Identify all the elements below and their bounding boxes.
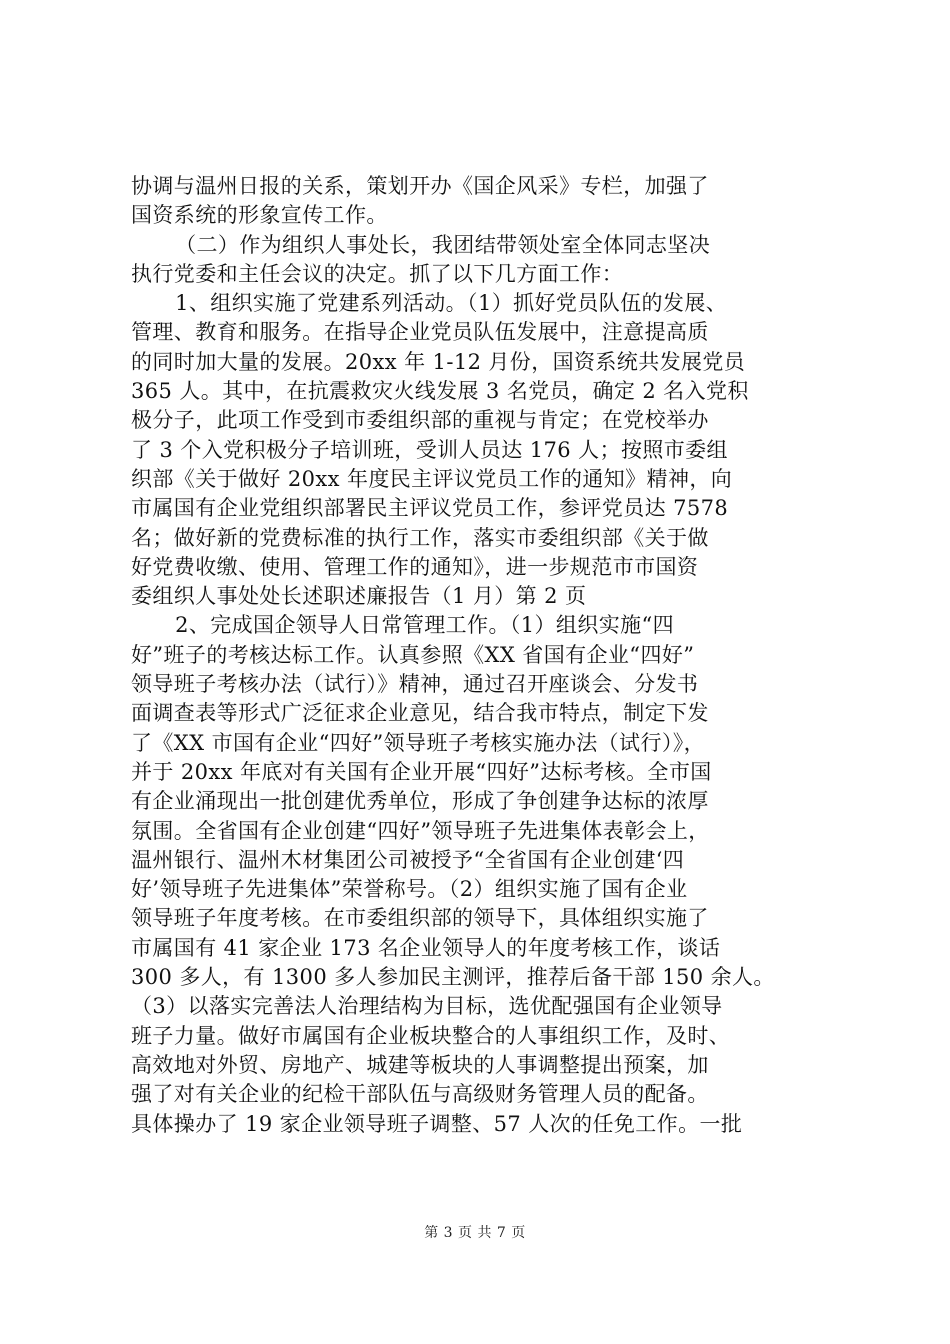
text-line: 好’领导班子先进集体”荣誉称号。（2）组织实施了国有企业 <box>131 877 688 902</box>
text-line: 名；做好新的党费标准的执行工作，落实市委组织部《关于做 <box>131 525 709 550</box>
text-line: 协调与温州日报的关系，策划开办《国企风采》专栏，加强了 <box>131 174 709 198</box>
text-line: 委组织人事处处长述职述廉报告（1 月）第 2 页 <box>131 584 587 609</box>
text-line: （3）以落实完善法人治理结构为目标，选优配强国有企业领导 <box>131 994 723 1019</box>
text-line: 执行党委和主任会议的决定。抓了以下几方面工作： <box>131 261 624 286</box>
text-line: 具体操办了 19 家企业领导班子调整、57 人次的任免工作。一批 <box>131 1111 743 1136</box>
text-line: 好党费收缴、使用、管理工作的通知》，进一步规范市市国资 <box>131 554 699 579</box>
text-line: 极分子，此项工作受到市委组织部的重视与肯定；在党校举办 <box>131 408 709 433</box>
document-body <box>131 172 831 1139</box>
text-line: 国资系统的形象宣传工作。 <box>131 203 388 228</box>
page-footer: 第 3 页 共 7 页 <box>424 1225 526 1241</box>
text-line: 领导班子考核办法（试行）》精神，通过召开座谈会、分发书 <box>131 672 699 697</box>
text-line: 并于 20xx 年底对有关国有企业开展“四好”达标考核。全市国 <box>131 759 712 784</box>
text-line: 好”班子的考核达标工作。认真参照《XX 省国有企业“四好” <box>131 642 695 667</box>
text-line: 有企业涌现出一批创建优秀单位，形成了争创建争达标的浓厚 <box>131 789 709 814</box>
text-line: 领导班子年度考核。在市委组织部的领导下，具体组织实施了 <box>131 906 709 931</box>
text-line: 的同时加大量的发展。20xx 年 1-12 月份，国资系统共发展党员 <box>131 349 746 374</box>
text-line: 1、组织实施了党建系列活动。（1）抓好党员队伍的发展、 <box>175 291 728 316</box>
text-line: 面调查表等形式广泛征求企业意见，结合我市特点，制定下发 <box>131 701 709 726</box>
text-line: 班子力量。做好市属国有企业板块整合的人事组织工作，及时、 <box>131 1023 731 1048</box>
text-line: 300 多人，有 1300 多人参加民主测评，推荐后备干部 150 余人。 <box>131 965 775 990</box>
text-line: 市属国有企业党组织部署民主评议党员工作，参评党员达 7578 <box>131 496 729 521</box>
text-line: 高效地对外贸、房地产、城建等板块的人事调整提出预案，加 <box>131 1052 709 1077</box>
text-line: 氛围。全省国有企业创建“四好”领导班子先进集体表彰会上， <box>131 818 710 843</box>
text-line: 管理、教育和服务。在指导企业党员队伍发展中，注意提高质 <box>131 320 709 345</box>
text-line: 了 3 个入党积极分子培训班，受训人员达 176 人；按照市委组 <box>131 437 728 462</box>
text-line: （二）作为组织人事处长，我团结带领处室全体同志坚决 <box>175 232 711 257</box>
text-line: 强了对有关企业的纪检干部队伍与高级财务管理人员的配备。 <box>131 1082 709 1107</box>
text-line: 365 人。其中，在抗震救灾火线发展 3 名党员，确定 2 名入党积 <box>131 379 749 404</box>
text-line: 2、完成国企领导人日常管理工作。（1）组织实施“四 <box>175 613 675 638</box>
text-line: 织部《关于做好 20xx 年度民主评议党员工作的通知》精神，向 <box>131 466 733 491</box>
text-line: 温州银行、温州木材集团公司被授予“全省国有企业创建‘四 <box>131 847 685 872</box>
text-line: 市属国有 41 家企业 173 名企业领导人的年度考核工作，谈话 <box>131 935 721 960</box>
text-line: 了《XX 市国有企业“四好”领导班子考核实施办法（试行）》， <box>131 730 706 755</box>
